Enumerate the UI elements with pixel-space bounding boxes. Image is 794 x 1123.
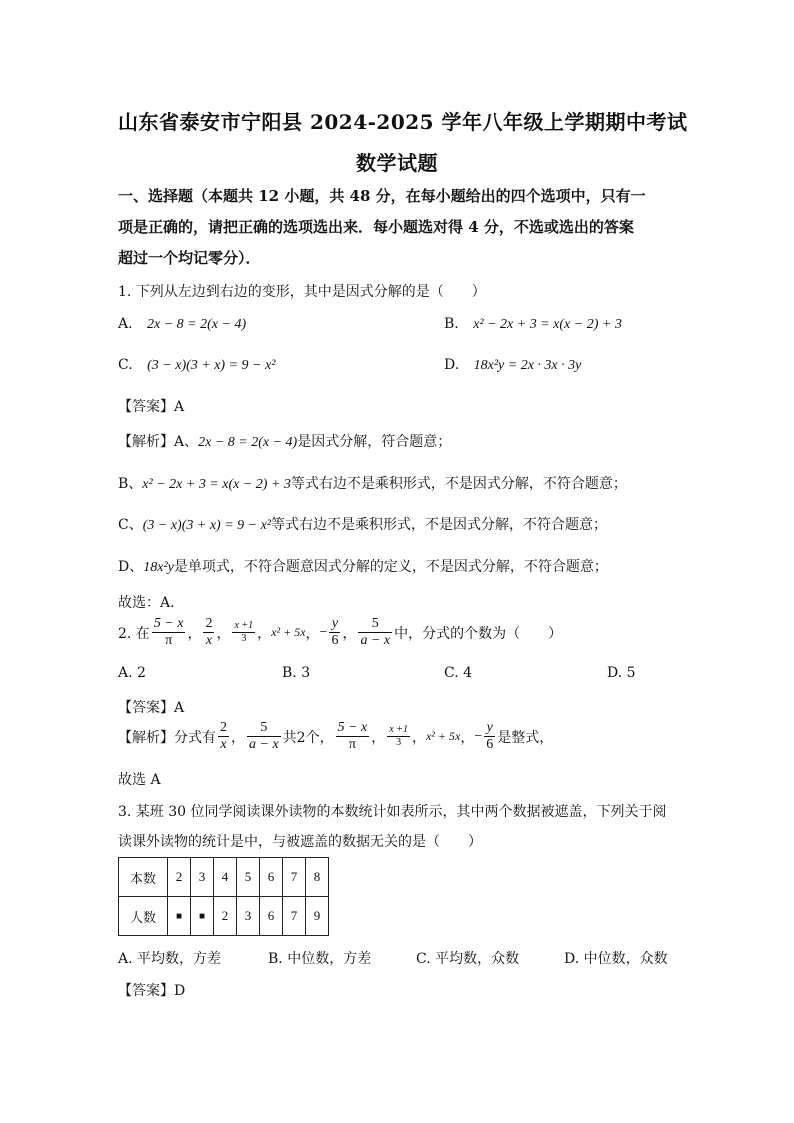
table-cell: 7 — [283, 858, 306, 897]
q2-ana-fraction-2: $\frac{2}{x}$ — [220, 720, 227, 752]
q3-data-table — [118, 857, 329, 936]
table-cell-masked: ■ — [168, 897, 191, 936]
q2-option-d: D. 5 — [607, 665, 636, 681]
q2-analysis-tail: 是整式， — [497, 729, 554, 746]
q1-option-b — [444, 316, 622, 333]
table-row — [119, 897, 329, 936]
q2-answer: 【答案】A — [118, 700, 185, 716]
q1-conclusion: 故选：A． — [118, 595, 185, 611]
q1-analysis-b-expr: x² − 2x + 3 = x(x − 2) + 3 — [142, 477, 291, 492]
q3-stem-line-2: 读课外读物的统计是中，与被遮盖的数据无关的是（ ） — [118, 834, 482, 850]
table-cell: 4 — [214, 858, 237, 897]
q1-analysis-d-head: D、 — [118, 559, 144, 575]
q1-option-a — [118, 316, 246, 333]
q2-analysis-mid: 共2个， — [282, 729, 334, 746]
q2-ana-expr-4: x² + 5x — [425, 729, 461, 743]
table-cell: 7 — [283, 897, 306, 936]
q2-analysis-head: 【解析】分式有 — [118, 729, 216, 746]
table-cell: 2 — [168, 858, 191, 897]
q1-analysis-b-text: 等式右边不是乘积形式，不是因式分解，不符合题意； — [290, 476, 627, 492]
table-cell: 3 — [237, 897, 260, 936]
q2-expr-4: x² + 5x — [271, 625, 306, 639]
q1-option-c-label: C. — [118, 357, 133, 373]
q1-analysis-d — [118, 556, 608, 576]
q1-option-c-expr: (3 − x)(3 + x) = 9 − x² — [147, 358, 276, 373]
q3-option-c: C. 平均数，众数 — [416, 951, 520, 967]
q1-option-b-expr: x² − 2x + 3 = x(x − 2) + 3 — [473, 317, 622, 332]
q2-ana-fraction-1: $\frac{5 - x}{\pi}$ — [337, 720, 368, 752]
q2-conclusion: 故选 A — [118, 772, 161, 788]
q1-analysis-c-head: C、 — [118, 517, 143, 533]
q2-option-c: C. 4 — [444, 665, 473, 681]
table-cell: 6 — [260, 858, 283, 897]
q1-answer: 【答案】A — [118, 399, 185, 415]
q3-stem-line-1: 3. 某班 30 位同学阅读课外读物的本数统计如表所示，其中两个数据被遮盖，下列关于阅 — [118, 804, 667, 820]
q1-option-d-expr: 18x²y = 2x · 3x · 3y — [473, 358, 582, 373]
q2-fraction-1: $\frac{5 - x}{\pi}$ — [153, 616, 184, 648]
q2-stem: 2. 在 $\frac{5 - x}{\pi}$ ， $\frac{2}{x}$ ， $\frac{x +1}{3}$ ， x² + 5x ， − $\frac{y}{6}$ ， $\frac{5}{a - x}$ 中，分式的个数为（ ） — [118, 616, 563, 648]
table-cell-masked: ■ — [191, 897, 214, 936]
q3-option-d: D. 中位数，众数 — [564, 951, 668, 967]
table-header-cell: 本数 — [119, 858, 168, 897]
table-row — [119, 858, 329, 897]
q1-analysis-a — [118, 431, 451, 451]
q3-option-b: B. 中位数，方差 — [268, 951, 372, 967]
q2-ana-fraction-5: $\frac{y}{6}$ — [486, 720, 494, 752]
q2-stem-head: 2. 在 — [118, 625, 150, 642]
q2-option-a: A. 2 — [118, 665, 146, 681]
q1-option-a-label: A. — [118, 316, 133, 332]
q2-option-b: B. 3 — [282, 665, 311, 681]
q2-ana-fraction-6: $\frac{5}{a - x}$ — [249, 720, 279, 752]
q1-option-b-label: B. — [444, 316, 459, 332]
q2-fraction-2: $\frac{2}{x}$ — [205, 616, 213, 648]
q2-fraction-5: $\frac{y}{6}$ — [331, 616, 339, 648]
q2-fraction-5-sign: − — [319, 624, 328, 640]
section-header-line-3: 超过一个均记零分）． — [118, 249, 261, 267]
q1-analysis-d-text: 是单项式，不符合题意因式分解的定义，不是因式分解，不符合题意； — [173, 559, 608, 575]
q1-stem: 1. 下列从左边到右边的变形，其中是因式分解的是（ ） — [118, 284, 486, 300]
q1-analysis-head: 【解析】A、 — [118, 434, 199, 450]
q1-analysis-d-expr: 18x²y — [143, 560, 174, 575]
q1-analysis-a-text: 是因式分解，符合题意； — [297, 434, 452, 450]
table-cell: 3 — [191, 858, 214, 897]
table-cell: 9 — [306, 897, 329, 936]
section-header-line-2: 项是正确的，请把正确的选项选出来．每小题选对得 4 分，不选或选出的答案 — [118, 218, 634, 236]
q1-option-d — [444, 357, 581, 374]
q2-ana-fraction-3: $\frac{x +1}{3}$ — [389, 724, 408, 748]
q3-answer: 【答案】D — [118, 983, 186, 999]
q2-fraction-6: $\frac{5}{a - x}$ — [360, 616, 391, 648]
page-title: 山东省泰安市宁阳县 2024-2025 学年八年级上学期期中考试 — [118, 110, 688, 134]
q3-option-a: A. 平均数，方差 — [118, 951, 222, 967]
table-cell: 5 — [237, 858, 260, 897]
q1-analysis-b — [118, 473, 627, 493]
q2-fraction-3: $\frac{x +1}{3}$ — [234, 620, 254, 644]
q1-analysis-b-head: B、 — [118, 476, 143, 492]
section-header-line-1: 一、选择题（本题共 12 小题，共 48 分，在每小题给出的四个选项中，只有一 — [118, 187, 646, 205]
q2-analysis: 【解析】分式有 $\frac{2}{x}$ ， $\frac{5}{a - x}$ 共2个， $\frac{5 - x}{\pi}$ ， $\frac{x +1}{3}$ ， x² + 5x ， − $\frac{y}{6}$ 是整式， — [118, 720, 554, 752]
q1-option-c — [118, 357, 275, 374]
table-header-cell: 人数 — [119, 897, 168, 936]
q1-analysis-c-text: 等式右边不是乘积形式，不是因式分解，不符合题意； — [271, 517, 607, 533]
q1-option-d-label: D. — [444, 357, 460, 373]
table-cell: 2 — [214, 897, 237, 936]
q1-analysis-c — [118, 514, 607, 534]
q1-analysis-a-expr: 2x − 8 = 2(x − 4) — [198, 435, 298, 450]
table-cell: 6 — [260, 897, 283, 936]
q1-analysis-c-expr: (3 − x)(3 + x) = 9 − x² — [142, 518, 271, 533]
table-cell: 8 — [306, 858, 329, 897]
page-subtitle: 数学试题 — [356, 151, 438, 175]
q2-stem-tail: 中，分式的个数为（ ） — [394, 625, 563, 642]
q1-option-a-expr: 2x − 8 = 2(x − 4) — [147, 317, 247, 332]
